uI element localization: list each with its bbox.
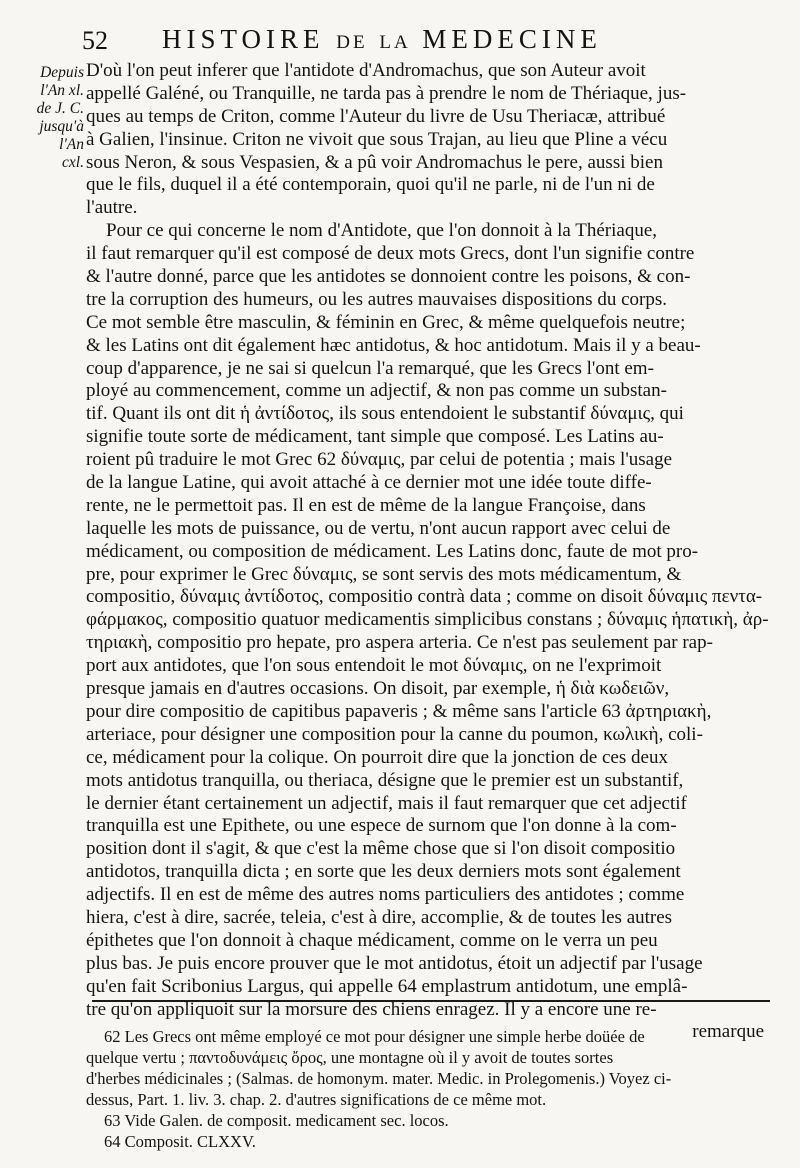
title-word-la: LA [379, 32, 411, 53]
page-header [82, 24, 772, 60]
text-line: à Galien, l'insinue. Criton ne vivoit que sous Trajan, au lieu que Pline a vécu [86, 128, 668, 150]
footnote-line: 62 Les Grecs ont même employé ce mot pour désigner une simple herbe doüée de [104, 1027, 645, 1046]
text-line: φάρμακος, compositio quatuor medicamentis simplicibus constans ; δύναμις ἡπατικὴ, ἀρ- [86, 609, 769, 631]
text-line: ce, médicament pour la colique. On pourroit dire que la jonction de ces deux [86, 746, 668, 768]
text-line: roient pû traduire le mot Grec 62 δύναμις, par celui de potentia ; mais l'usage [86, 449, 673, 471]
page-number: 52 [82, 26, 108, 55]
text-line: pour dire compositio de capitibus papaveris ; & même sans l'article 63 ἀρτηριακὴ, [86, 700, 712, 722]
title-word-medecine: MEDECINE [422, 24, 602, 54]
text-line: laquelle les mots de puissance, ou de vertu, n'ont aucun rapport avec celui de [86, 517, 671, 539]
text-line: médicament, ou composition de médicament. Les Latins donc, faute de mot pro- [86, 540, 699, 562]
text-line: le dernier étant certainement un adjectif, mais il faut remarquer que cet adjectif [86, 792, 687, 814]
body-text [86, 60, 772, 1044]
text-line: de la langue Latine, qui avoit attaché à ce dernier mot une idée toute diffe- [86, 472, 652, 494]
text-line: ployé au commencement, comme un adjectif, & non pas comme un substan- [86, 380, 667, 402]
margin-note-line: Depuis [40, 64, 84, 81]
text-line: arteriace, pour désigner une composition pour la canne du poumon, κωλικὴ, coli- [86, 723, 703, 745]
text-line: signifie toute sorte de médicament, tant simple que composé. Les Latins au- [86, 426, 664, 448]
margin-note-line: l'An xl. [40, 82, 84, 99]
text-line: tranquilla est une Epithete, ou une espece de surnom que l'on donne à la com- [86, 815, 677, 837]
footnote-line: d'herbes médicinales ; (Salmas. de homonym. mater. Medic. in Prolegomenis.) Voyez ci- [86, 1069, 672, 1088]
text-line: tre la corruption des humeurs, ou les autres mauvaises dispositions du corps. [86, 288, 667, 310]
text-line: mots antidotus tranquilla, ou theriaca, désigne que le premier est un substantif, [86, 769, 684, 791]
text-line: antidotos, tranquilla dicta ; en sorte que les deux derniers mots sont également [86, 861, 681, 883]
text-line: compositio, δύναμις ἀντίδοτος, compositio contrà data ; comme on disoit δύναμις πεντα- [86, 586, 763, 608]
text-line: position dont il s'agit, & que c'est la même chose que si l'on disoit compositio [86, 838, 676, 860]
text-line: pre, pour exprimer le Grec δύναμις, se sont servis des mots médicamentum, & [86, 563, 682, 585]
text-line: rente, ne le permettoit pas. Il en est de même de la langue Françoise, dans [86, 494, 646, 516]
margin-note [4, 64, 84, 172]
text-line: Ce mot semble être masculin, & féminin en Grec, & même quelquefois neutre; [86, 311, 686, 333]
text-line: presque jamais en d'autres occasions. On disoit, par exemple, ἡ διὰ κωδειῶν, [86, 678, 670, 700]
running-title [162, 24, 762, 55]
footnote-line: quelque vertu ; παντοδυνάμεις ὄρος, une montagne où il y avoit de toutes sortes [86, 1048, 614, 1067]
text-line: ques au temps de Criton, comme l'Auteur du livre de Usu Theriacæ, attribué [86, 105, 666, 127]
text-line: qu'en fait Scribonius Largus, qui appelle 64 emplastrum antidotum, une emplâ- [86, 975, 688, 997]
text-line: & les Latins ont dit également hæc antidotus, & hoc antidotum. Mais il y a beau- [86, 334, 701, 356]
text-line: épithetes que l'on donnoit à chaque médicament, comme on le verra un peu [86, 929, 658, 951]
footnote-separator-rule [92, 1000, 770, 1002]
title-word-de: DE [336, 32, 368, 53]
footnote-line: dessus, Part. 1. liv. 3. chap. 2. d'autres significations de ce même mot. [86, 1090, 547, 1109]
text-line: plus bas. Je puis encore prouver que le mot antidotus, étoit un adjectif par l'usage [86, 952, 703, 974]
footnote-line: 64 Composit. CLXXV. [104, 1132, 256, 1151]
text-line: tre qu'on appliquoit sur la morsure des chiens enragez. Il y a encore une re- [86, 998, 657, 1020]
text-line: l'autre. [86, 197, 138, 219]
text-line: tif. Quant ils ont dit ἡ ἀντίδοτος, ils sous entendoient le substantif δύναμις, qui [86, 403, 684, 425]
text-line: τηριακὴ, compositio pro hepate, pro aspera arteria. Ce n'est pas seulement par rap- [86, 632, 713, 654]
text-line: adjectifs. Il en est de même des autres noms particuliers des antidotes ; comme [86, 884, 685, 906]
margin-note-line: l'An [59, 136, 84, 153]
text-line: coup d'apparence, je ne sai si quelcun l'a remarqué, que les Grecs l'ont em- [86, 357, 654, 379]
text-line: appellé Galéné, ou Tranquille, ne tarda pas à prendre le nom de Thériaque, jus- [86, 82, 687, 104]
text-line: sous Neron, & sous Vespasien, & a pû voir Andromachus le pere, aussi bien [86, 151, 663, 173]
text-line: & l'autre donné, parce que les antidotes se donnoient contre les poisons, & con- [86, 266, 691, 288]
text-line: il faut remarquer qu'il est composé de deux mots Grecs, dont l'un signifie contre [86, 243, 695, 265]
text-line: Pour ce qui concerne le nom d'Antidote, que l'on donnoit à la Thériaque, [106, 220, 658, 242]
footnote-line: 63 Vide Galen. de composit. medicament sec. locos. [104, 1111, 449, 1130]
text-line: port aux antidotes, que l'on sous entendoit le mot δύναμις, on ne l'exprimoit [86, 655, 662, 677]
margin-note-line: de J. C. [36, 100, 84, 117]
text-line: que le fils, duquel il a été contemporain, quoi qu'il ne parle, ni de l'un ni de [86, 174, 655, 196]
text-line: hiera, c'est à dire, sacrée, teleia, c'est à dire, accomplie, & de toutes les autres [86, 906, 673, 928]
margin-note-line: jusqu'à [39, 118, 84, 135]
catchword: remarque [692, 1021, 764, 1043]
footnotes [86, 1026, 772, 1152]
text-line: D'où l'on peut inferer que l'antidote d'Andromachus, que son Auteur avoit [86, 60, 646, 81]
margin-note-line: cxl. [62, 154, 84, 171]
title-word-histoire: HISTOIRE [162, 24, 325, 54]
